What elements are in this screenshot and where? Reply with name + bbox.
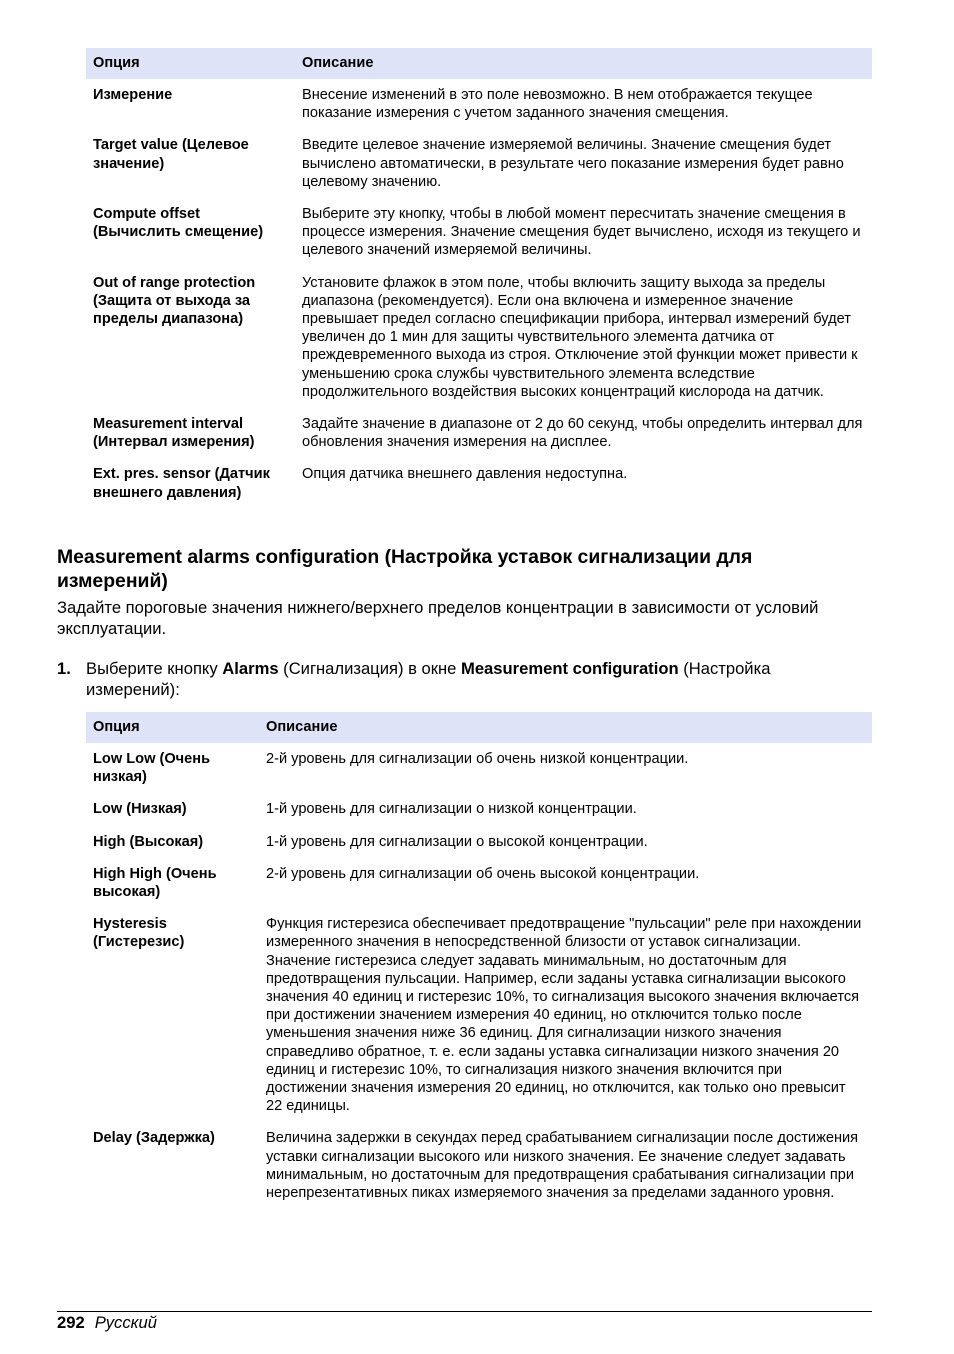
option-description: 2-й уровень для сигнализации об очень высокой концентрации.	[266, 865, 700, 882]
options-table-measurement	[86, 48, 872, 516]
option-name: High High (Очень высокая)	[93, 865, 217, 901]
section-intro-paragraph: Задайте пороговые значения нижнего/верхнего пределов концентрации в зависимости от условий эксплуатации.	[57, 598, 819, 638]
option-description: Введите целевое значение измеряемой величины. Значение смещения будет вычислено автоматически, в результате чего показание измерения будет равно целевому значению.	[302, 137, 844, 190]
procedure-step	[57, 658, 867, 700]
options-table-alarms	[86, 712, 872, 1216]
table-row	[86, 465, 872, 515]
option-name: Измерение	[93, 87, 173, 103]
table-row	[86, 415, 872, 465]
table-row	[86, 800, 872, 832]
table-header-row	[86, 48, 872, 79]
step-text-part: (Настройка измерений):	[86, 659, 771, 699]
option-description: Задайте значение в диапазоне от 2 до 60 секунд, чтобы определить интервал для обновления значения измерения на дисплее.	[302, 416, 863, 451]
table-row	[86, 79, 872, 136]
table-row	[86, 833, 872, 865]
table-header-row	[86, 712, 872, 743]
footer-language: Русский	[94, 1313, 157, 1332]
table-row	[86, 136, 872, 205]
table-row	[86, 915, 872, 1129]
footer-divider	[57, 1311, 872, 1312]
option-description: 2-й уровень для сигнализации об очень низкой концентрации.	[266, 751, 689, 767]
option-name: High (Высокая)	[93, 833, 204, 850]
option-description: Величина задержки в секундах перед срабатыванием сигнализации после достижения уставки сигнализации высокого или низкого значения. Ее значение следует задавать минимальным, но достаточным для предотвращения срабатывания сигнализации при нерепрезентативных пиках измеряемого значения за пределами заданного уровня.	[266, 1130, 859, 1202]
option-description: Опция датчика внешнего давления недоступна.	[302, 466, 628, 483]
table-row	[86, 865, 872, 915]
table-row	[86, 274, 872, 415]
table-row	[86, 205, 872, 274]
step-text-part: Выберите кнопку	[86, 659, 223, 678]
column-header-description: Описание	[295, 48, 872, 79]
table-row	[86, 743, 872, 800]
option-description: 1-й уровень для сигнализации о низкой концентрации.	[266, 801, 637, 818]
step-number: 1.	[57, 659, 71, 678]
option-description: Внесение изменений в это поле невозможно. В нем отображается текущее показание измерения с учетом заданного значения смещения.	[302, 87, 813, 122]
option-description: Выберите эту кнопку, чтобы в любой момент пересчитать значение смещения в процессе измерения. Значение смещения будет вычислено, исходя из текущего и целевого значений измеряемой величины.	[302, 206, 861, 259]
page-number: 292	[57, 1313, 85, 1332]
option-name: Compute offset (Вычислить смещение)	[93, 206, 264, 241]
page-footer	[57, 1312, 157, 1333]
option-name: Target value (Целевое значение)	[93, 137, 249, 172]
column-header-description: Описание	[259, 712, 872, 743]
option-description: Функция гистерезиса обеспечивает предотвращение "пульсации" реле при нахождении измеренного значения в непосредственной близости от уставок сигнализации. Значение гистерезиса следует задавать минимальным, но достаточным для предотвращения пульсации. Например, если заданы уставка сигнализации высокого значения 40 единиц и гистерезис 10%, то сигнализация высокого значения включается при достижении значением измерения 40 единиц, но отключится только после уменьшения значения ниже 36 единиц. Для сигнализации низкого значения справедливо обратное, т. е. если заданы уставка сигнализации низкого значения 20 единиц и гистерезис 10%, то сигнализация низкого значения включится при достижении значения измерения 20 единиц, но отключится, как только оно превысит 22 единицы.	[266, 916, 862, 1115]
option-name: Ext. pres. sensor (Датчик внешнего давления)	[93, 466, 270, 501]
option-name: Out of range protection (Защита от выхода за пределы диапазона)	[93, 274, 256, 328]
option-description: 1-й уровень для сигнализации о высокой концентрации.	[266, 833, 648, 850]
column-header-option: Опция	[86, 48, 295, 79]
step-text-part: (Сигнализация) в окне	[278, 659, 461, 678]
section-heading: Measurement alarms configuration (Настройка уставок сигнализации для измерений)	[57, 546, 753, 592]
step-text	[86, 658, 867, 700]
alarms-button-reference: Alarms	[222, 659, 279, 678]
option-name: Low (Низкая)	[93, 801, 187, 818]
option-name: Measurement interval (Интервал измерения)	[93, 416, 255, 451]
option-name: Low Low (Очень низкая)	[93, 751, 211, 786]
option-name: Delay (Задержка)	[93, 1130, 215, 1147]
option-description: Установите флажок в этом поле, чтобы включить защиту выхода за пределы диапазона (рекомендуется). Если она включена и измеренное значение превышает предел согласно спецификации прибора, интервал измерений будет увеличен до 1 мин для защиты чувствительного элемента датчика от преждевременного выхода из строя. Отключение этой функции может привести к уменьшению срока службы чувствительного элемента вследствие продолжительного воздействия высоких концентраций кислорода на датчик.	[302, 274, 858, 400]
measurement-configuration-window-reference: Measurement configuration	[461, 659, 679, 678]
table-row	[86, 1129, 872, 1216]
option-name: Hysteresis (Гистерезис)	[93, 916, 185, 951]
column-header-option: Опция	[86, 712, 259, 743]
